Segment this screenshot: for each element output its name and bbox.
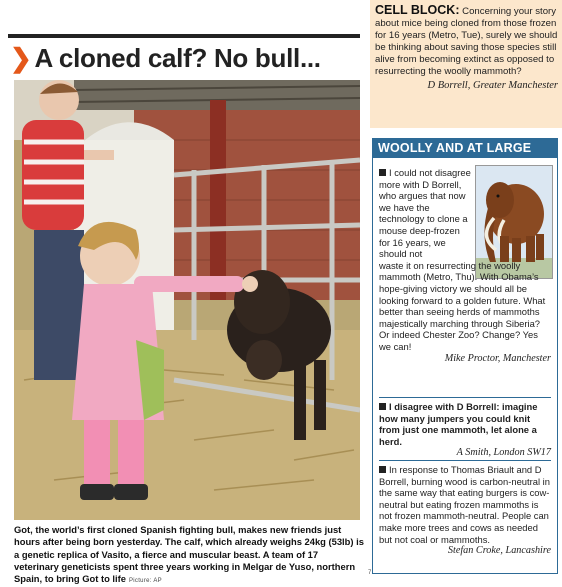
cell-block-letter	[370, 0, 562, 128]
cell-block-body	[375, 4, 558, 79]
woolly-heading: WOOLLY AND AT LARGE	[373, 139, 557, 158]
letter-smith-body	[379, 401, 551, 447]
page-number: 7	[368, 570, 372, 576]
letter-proctor-opening	[379, 167, 471, 260]
letter-croke	[379, 464, 551, 557]
letter-croke-body	[379, 464, 551, 545]
cell-block-signature: D Borrell, Greater Manchester	[427, 79, 558, 91]
story-headline	[10, 44, 321, 72]
letter-proctor-signature: Mike Proctor, Manchester	[444, 352, 551, 364]
photo-credit: Picture: AP	[128, 578, 162, 585]
caption-text: Got, the world’s first cloned Spanish fighting bull, makes new friends just hours after being born yesterday. The calf, which already weighs 24kg (53lb) is a genetic replica of Vasito, a fierce and muscular beast. A team of 17 veterinary geneticists spent three years working in Melgar de Yuso, northern Spain, to bring Got to life	[14, 524, 364, 585]
letter-smith-signature: A Smith, London SW17	[456, 447, 551, 459]
letter-smith	[379, 401, 551, 459]
headline-rule	[8, 34, 360, 38]
letter-divider	[379, 397, 551, 398]
bullet-square-icon	[379, 403, 386, 410]
news-story	[8, 34, 372, 585]
cell-block-text: Concerning your story about mice being cloned from those frozen for 16 years (Metro, Tue), surely we should be thinking about saving those species still alive from becoming extinct as opposed to resurrecting the woolly mammoth?	[375, 6, 558, 78]
letter-proctor-text-a: I could not disagree more with D Borrell, who argues that now we have the technology to clone a mouse deep-frozen for 16 years, we should not	[379, 167, 471, 260]
cell-block-kicker: CELL BLOCK:	[375, 3, 460, 17]
letter-divider	[379, 460, 551, 461]
story-headline-text: A cloned calf? No bull...	[34, 43, 321, 73]
woolly-letters-box	[372, 138, 558, 574]
letter-croke-text: In response to Thomas Briault and D Borrell, burning wood is carbon-neutral in the same way that eating burgers is cow-neutral but eating frozen mammoths is not frozen mammoth-neutral. People can make more trees and cows as needed but not coal or mammoths.	[379, 464, 550, 545]
bullet-square-icon	[379, 169, 386, 176]
letter-smith-text: I disagree with D Borrell: imagine how many jumpers you could knit from just one mammoth, let alone a herd.	[379, 401, 538, 447]
letter-proctor-text-b: waste it on resurrecting the woolly mammoth (Metro, Thu). With Obama’s hope-giving victory we should all be looking forward to a golden future. What better than seeing herds of mammoths majestically marching through Siberia? Or indeed Chester Zoo? Change? Yes we can!	[379, 259, 546, 352]
letter-croke-signature: Stefan Croke, Lancashire	[447, 545, 551, 557]
bullet-square-icon	[379, 466, 386, 473]
letter-proctor	[379, 167, 551, 364]
photo-caption	[14, 524, 364, 587]
story-photo	[14, 80, 360, 520]
chevron-right-icon: ❯	[10, 43, 32, 73]
